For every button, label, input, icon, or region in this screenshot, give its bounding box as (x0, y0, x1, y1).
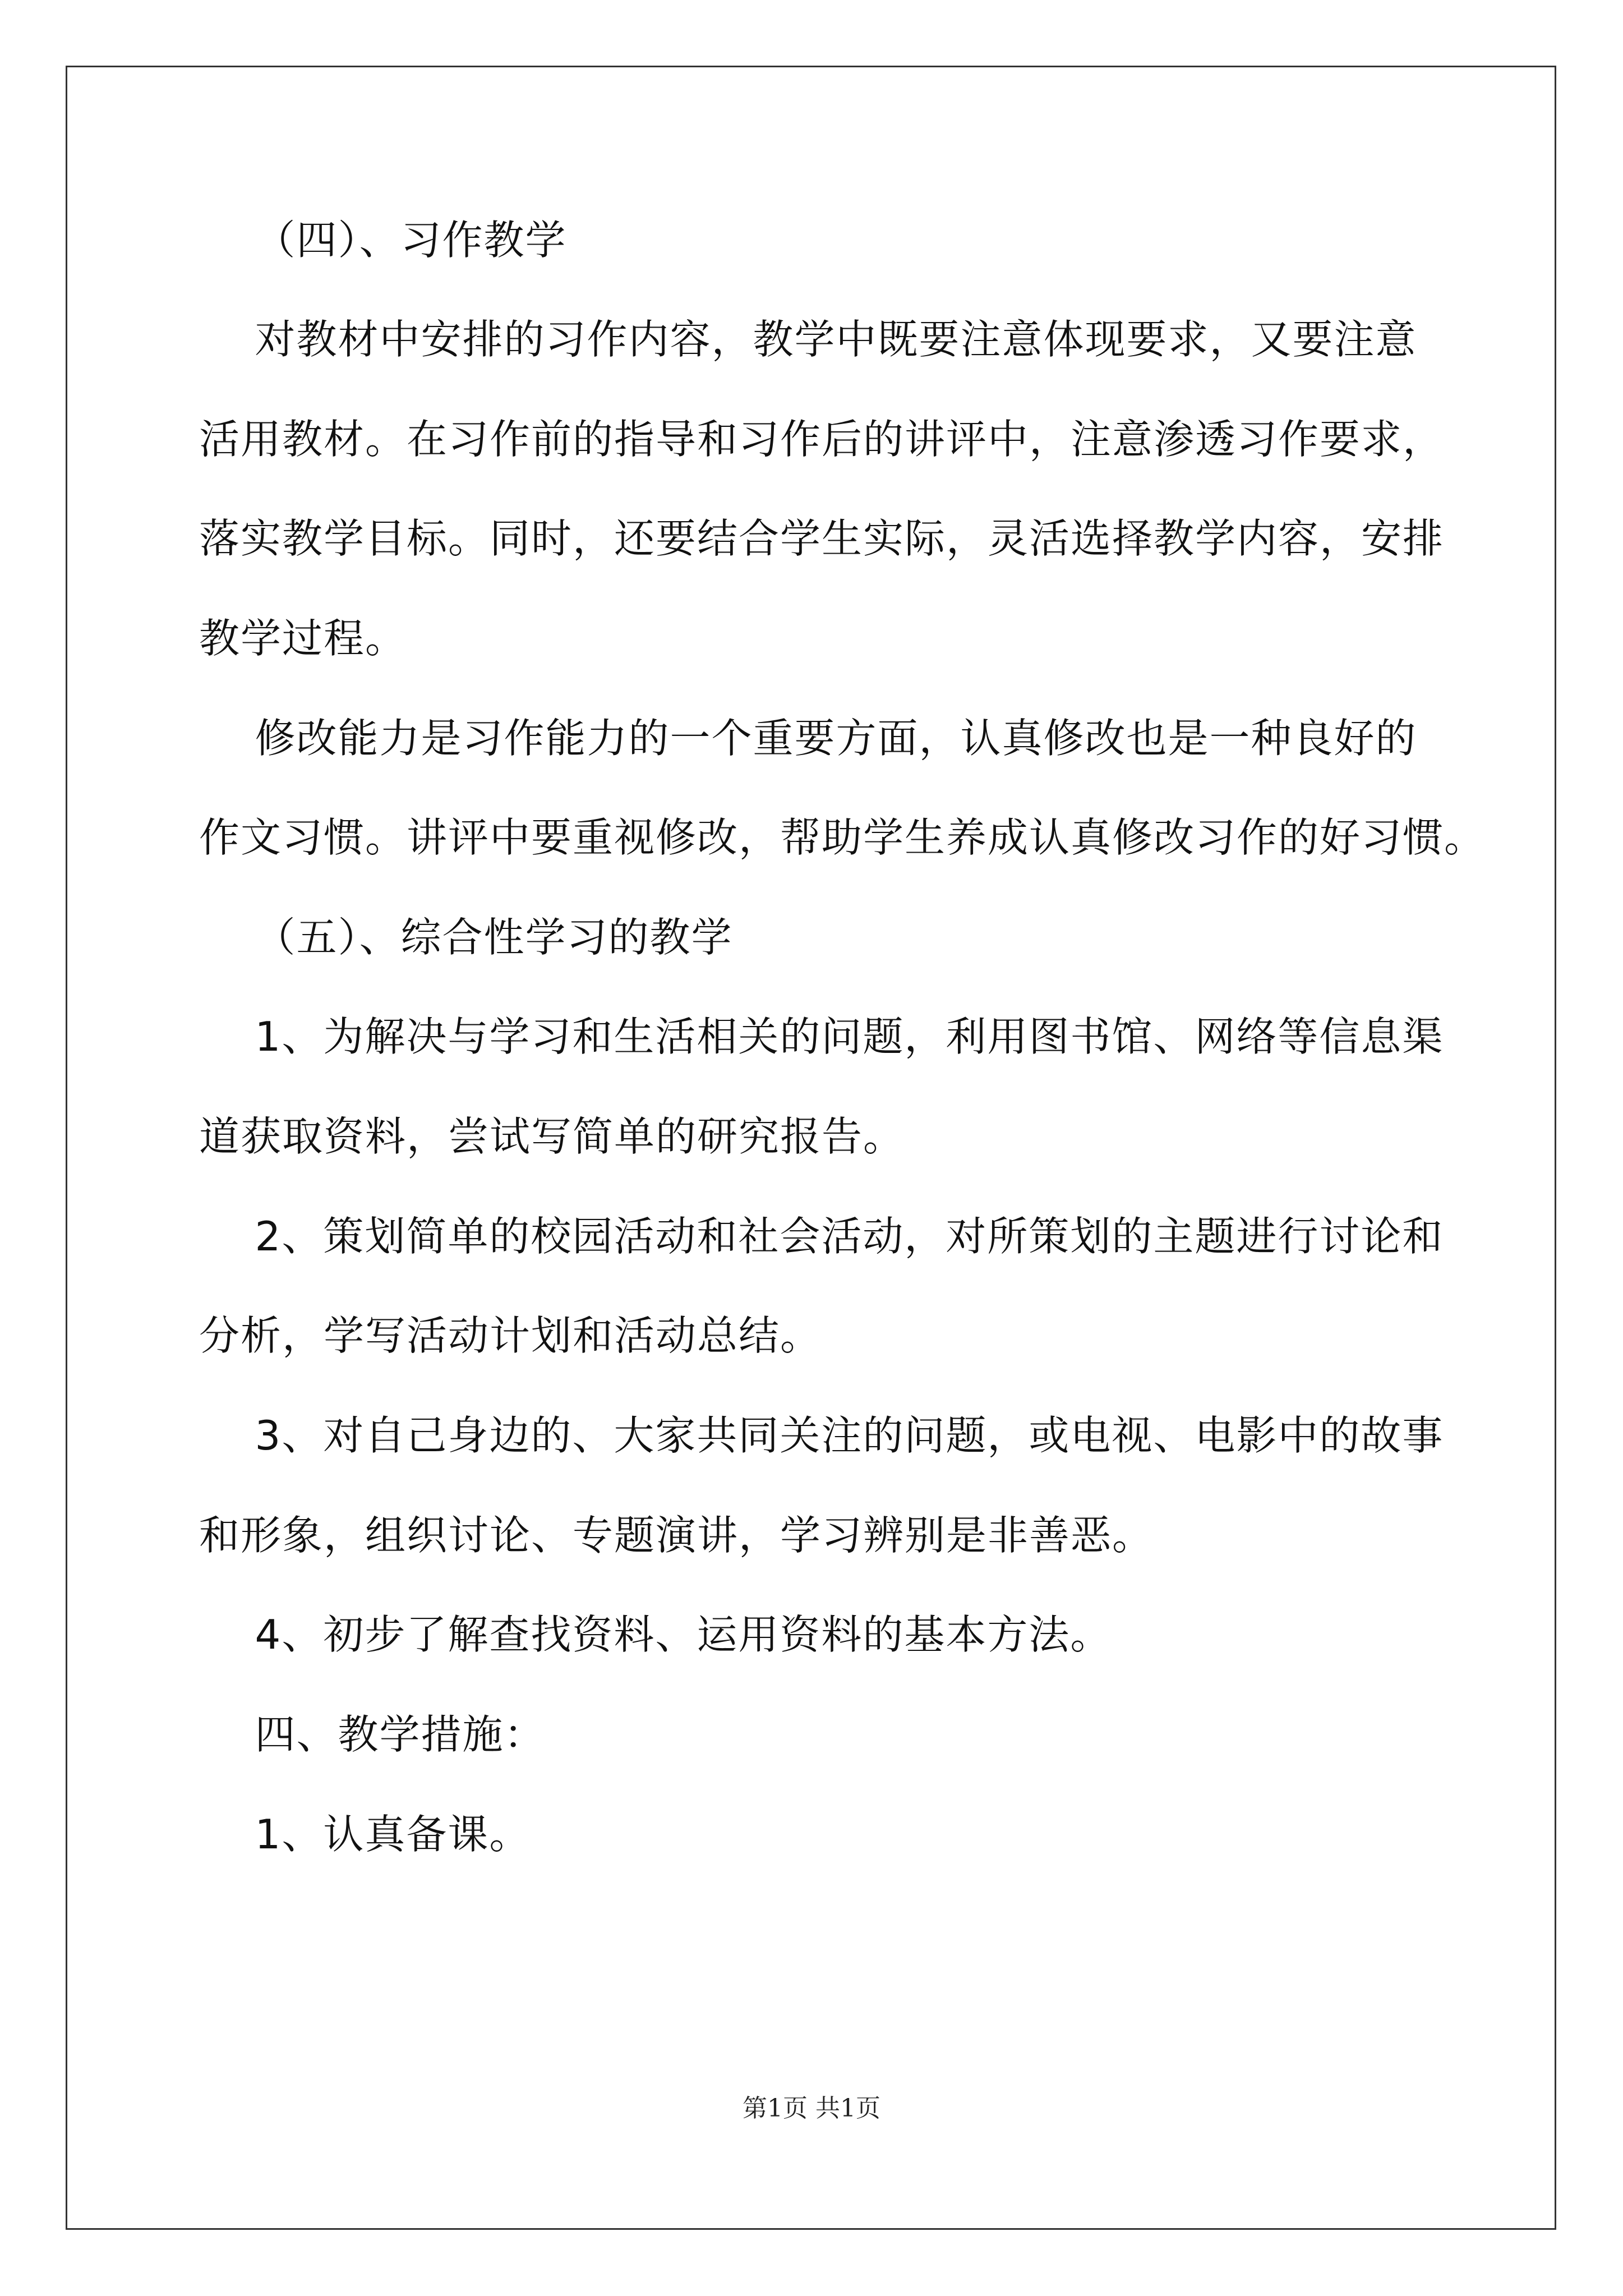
section-heading-measures: 四、教学措施： (199, 1711, 546, 1758)
list-item-line: 和形象，组织讨论、专题演讲，学习辨别是非善恶。 (199, 1512, 1154, 1559)
list-item-line: 2、策划简单的校园活动和社会活动，对所策划的主题进行讨论和 (199, 1213, 1444, 1260)
section-heading-5: （五）、综合性学习的教学 (199, 914, 733, 961)
paragraph-line: 教学过程。 (199, 615, 407, 662)
list-item-line: 4、初步了解查找资料、运用资料的基本方法。 (199, 1611, 1112, 1658)
paragraph-line: 活用教材。在习作前的指导和习作后的讲评中，注意渗透习作要求， (199, 416, 1445, 463)
section-heading-4: （四）、习作教学 (199, 217, 567, 264)
list-item-line: 道获取资料，尝试写简单的研究报告。 (199, 1113, 905, 1160)
page-footer: 第1页 共1页 (743, 2094, 880, 2123)
list-item-line: 分析，学写活动计划和活动总结。 (199, 1312, 822, 1359)
paragraph-line: 落实教学目标。同时，还要结合学生实际，灵活选择教学内容，安排 (199, 515, 1445, 562)
paragraph-line: 作文习惯。讲评中要重视修改，帮助学生养成认真修改习作的好习惯。 (199, 814, 1486, 861)
list-item-line: 1、认真备课。 (199, 1811, 531, 1858)
list-item-line: 1、为解决与学习和生活相关的问题，利用图书馆、网络等信息渠 (199, 1013, 1444, 1060)
paragraph-line: 修改能力是习作能力的一个重要方面，认真修改也是一种良好的 (199, 715, 1417, 762)
list-item-line: 3、对自己身边的、大家共同关注的问题，或电视、电影中的故事 (199, 1412, 1444, 1459)
paragraph-line: 对教材中安排的习作内容，教学中既要注意体现要求，又要注意 (199, 316, 1417, 363)
